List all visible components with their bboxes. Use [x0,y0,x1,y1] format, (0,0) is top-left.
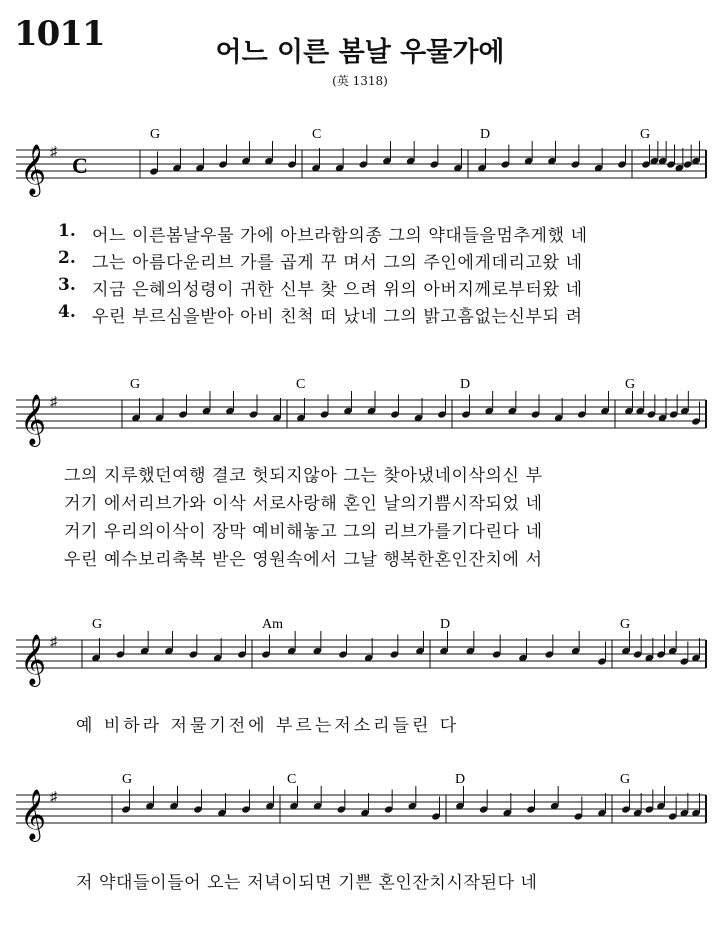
chord-symbol: G [92,617,103,632]
chord-symbol: D [440,617,451,632]
chord-symbol: D [460,377,471,392]
chord-symbol: G [620,617,631,632]
chord-symbol: C [296,377,306,392]
verse-number: 4. [58,302,76,322]
verse-3-part2: 거기 우리의이삭이 장막 예비해놓고 그의 리브가를기다린다 네 [64,522,543,542]
hymn-title: 어느 이른 봄날 우물가에 [215,37,505,68]
key-sharp-icon: ♯ [50,790,57,805]
treble-clef-icon: 𝄞 [20,635,47,684]
staff-system-2 [0,360,720,460]
staff-system-3 [0,600,720,700]
chord-symbol: G [122,772,133,787]
verse-3-part1 [58,275,680,300]
key-sharp-icon: ♯ [50,635,57,650]
verse-2-part2: 거기 에서리브가와 이삭 서로사랑해 혼인 날의기쁨시작되었 네 [64,494,543,514]
chord-symbol: G [620,772,631,787]
treble-clef-icon: 𝄞 [20,395,47,444]
staff-system-1 [0,110,720,210]
verse-4-part1 [58,302,680,327]
verse-text: 그는 아름다운리브 가를 곱게 꾸 며서 그의 주인에게데리고왔 네 [92,253,583,273]
chord-symbol: G [640,127,651,142]
key-sharp-icon: ♯ [50,145,57,160]
key-sharp-icon: ♯ [50,395,57,410]
chorus-line-1: 예 비하라 저물기전에 부르는저소리들린 다 [76,716,460,736]
verse-number: 2. [58,248,76,268]
chorus-line-2: 저 약대들이들어 오는 저녁이되면 기쁜 혼인잔치시작된다 네 [76,873,538,893]
chord-symbol: Am [262,617,283,632]
verse-1-part1 [58,221,680,246]
staff-system-4 [0,755,720,855]
chord-symbol: D [480,127,491,142]
treble-clef-icon: 𝄞 [20,790,47,839]
hymn-number: 1011 [14,14,105,54]
chord-symbol: G [150,127,161,142]
chord-symbol: C [287,772,297,787]
verse-text: 우린 부르심을받아 아비 친척 떠 났네 그의 밝고흠없는신부되 려 [92,307,583,327]
verse-2-part1 [58,248,680,273]
verse-number: 3. [58,275,76,295]
verse-text: 어느 이른봄날우물 가에 아브라함의종 그의 약대들을멈추게했 네 [92,226,588,246]
treble-clef-icon: 𝄞 [20,145,47,194]
hymn-subtitle: (英 1318) [332,74,388,88]
verse-4-part2: 우린 예수보리축복 받은 영원속에서 그날 행복한혼인잔치에 서 [64,550,543,570]
verse-number: 1. [58,221,76,241]
chord-symbol: C [312,127,322,142]
chord-symbol: G [625,377,636,392]
verse-text: 지금 은혜의성령이 귀한 신부 찾 으려 위의 아버지께로부터왔 네 [92,280,583,300]
verse-1-part2: 그의 지루했던여행 결코 헛되지않아 그는 찾아냈네이삭의신 부 [64,466,543,486]
time-signature: C [72,153,88,178]
chord-symbol: G [130,377,141,392]
chord-symbol: D [455,772,466,787]
